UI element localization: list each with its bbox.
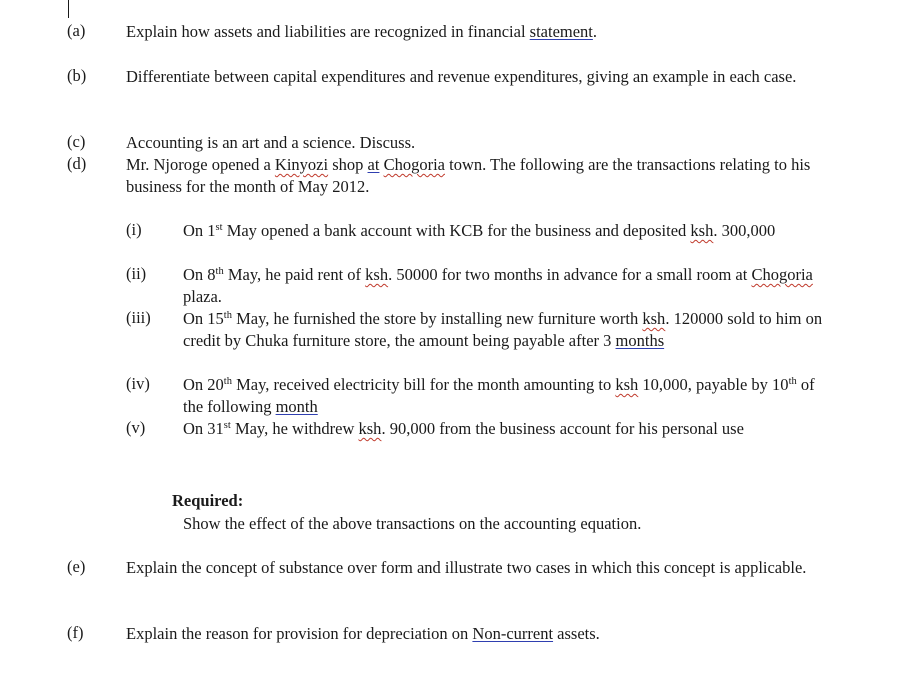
transaction-iii-text: On 15th May, he furnished the store by installing new furniture worth ksh. 120000 sold to him on credit by Chuka furniture store, the amount being payable after 3 months [183, 309, 823, 350]
question-d-intro: Mr. Njoroge opened a Kinyozi shop at Chogoria town. The following are the transactions relating to his business for the month of May 2012. [126, 155, 811, 196]
transaction-ii-text: On 8th May, he paid rent of ksh. 50000 for two months in advance for a small room at Chogoria plaza. [183, 265, 813, 306]
spellcheck-underline: ksh [615, 375, 639, 394]
question-f-text: Explain the reason for provision for depreciation on Non-current assets. [126, 624, 600, 643]
grammar-underline: Non-current [472, 624, 554, 643]
question-e-label: (e) [67, 557, 86, 576]
transaction-i-text: On 1st May opened a bank account with KCB for the business and deposited ksh. 300,000 [183, 221, 776, 240]
spellcheck-underline: Kinyozi [274, 155, 329, 174]
question-e-text: Explain the concept of substance over form and illustrate two cases in which this concept is applicable. [126, 558, 807, 577]
transaction-v-label: (v) [126, 418, 146, 437]
question-a-text: Explain how assets and liabilities are recognized in financial statement. [126, 22, 598, 41]
question-b-label: (b) [67, 66, 87, 85]
question-a-label: (a) [67, 21, 86, 40]
grammar-underline: month [275, 397, 318, 416]
spellcheck-underline: ksh [358, 419, 382, 438]
transaction-v-text: On 31st May, he withdrew ksh. 90,000 from the business account for his personal use [183, 419, 744, 438]
spellcheck-underline: statement [529, 22, 593, 41]
text-cursor [68, 0, 69, 18]
transaction-ii-label: (ii) [126, 264, 147, 283]
required-heading: Required: [172, 491, 244, 510]
spellcheck-underline: Chogoria [383, 155, 445, 174]
question-f-label: (f) [67, 623, 84, 642]
required-text: Show the effect of the above transactions on the accounting equation. [183, 514, 642, 533]
question-c-label: (c) [67, 132, 86, 151]
transaction-iii-label: (iii) [126, 308, 151, 327]
question-d-label: (d) [67, 154, 87, 173]
spellcheck-underline: ksh [642, 309, 666, 328]
transaction-i-label: (i) [126, 220, 142, 239]
spellcheck-underline: Chogoria [751, 265, 813, 284]
question-b-text: Differentiate between capital expenditures and revenue expenditures, giving an example in each case. [126, 67, 797, 86]
spellcheck-underline: ksh [365, 265, 389, 284]
grammar-underline: at [367, 155, 380, 174]
spellcheck-underline: ksh [690, 221, 714, 240]
grammar-underline: months [615, 331, 665, 350]
transaction-iv-text: On 20th May, received electricity bill for the month amounting to ksh 10,000, payable by 10th of the following month [183, 375, 815, 416]
transaction-iv-label: (iv) [126, 374, 150, 393]
question-c-text: Accounting is an art and a science. Discuss. [126, 133, 416, 152]
